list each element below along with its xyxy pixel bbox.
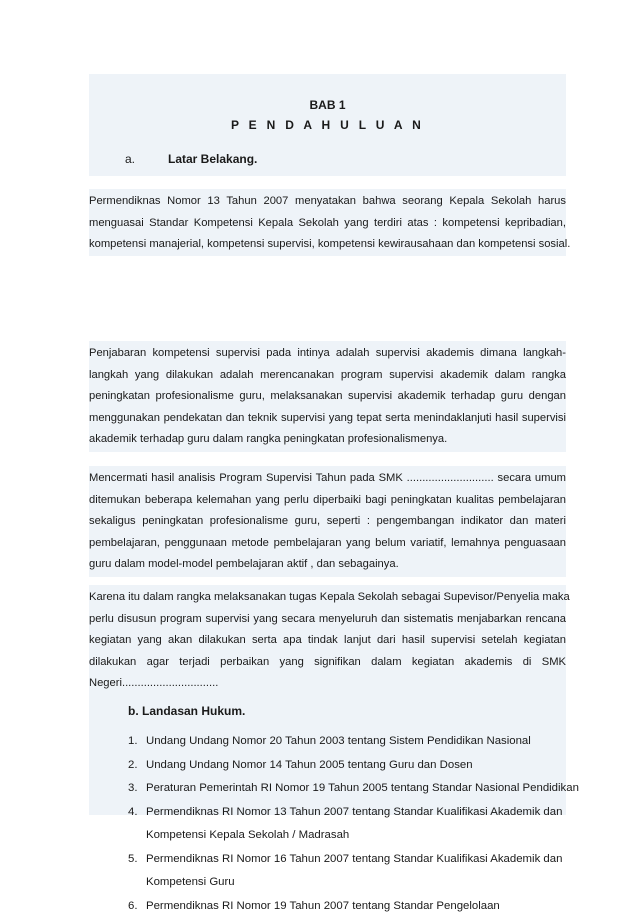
chapter-number: BAB 1 bbox=[89, 98, 566, 112]
paragraph-line: Penjabaran kompetensi supervisi pada intinya adalah supervisi akademis dimana langkah- bbox=[89, 343, 566, 365]
list-item-text: Undang Undang Nomor 20 Tahun 2003 tentang Sistem Pendidikan Nasional bbox=[146, 730, 568, 754]
paragraph-line: sekaligus peningkatan profesionalisme guru, seperti : pengembangan indikator dan materi bbox=[89, 511, 566, 533]
paragraph-line: perlu disusun program supervisi yang secara menyeluruh dan sistematis menjabarkan rencana bbox=[89, 609, 566, 631]
paragraph-line: pembelajaran, penggunaan metode pembelajaran yang belum variatif, lemahnya penguasaan bbox=[89, 533, 566, 555]
list-item-text: Permendiknas RI Nomor 16 Tahun 2007 tentang Standar Kualifikasi Akademik dan bbox=[146, 848, 568, 872]
list-item-text: Kompetensi Kepala Sekolah / Madrasah bbox=[146, 824, 568, 848]
list-number: 1. bbox=[128, 730, 146, 754]
list-number: 2. bbox=[128, 754, 146, 778]
list-item-text: Permendiknas RI Nomor 13 Tahun 2007 tentang Standar Kualifikasi Akademik dan bbox=[146, 801, 568, 825]
list-item bbox=[128, 848, 568, 895]
paragraph-line: langkah yang dilakukan adalah merencanakan program supervisi akademik dalam rangka bbox=[89, 365, 566, 387]
paragraph-2 bbox=[89, 343, 566, 451]
legal-basis-list bbox=[128, 730, 568, 918]
paragraph-4 bbox=[89, 587, 566, 695]
paragraph-line: Permendiknas Nomor 13 Tahun 2007 menyatakan bahwa seorang Kepala Sekolah harus bbox=[89, 191, 566, 213]
list-item-text: Kompetensi Guru bbox=[146, 871, 568, 895]
section-b-title: b. Landasan Hukum. bbox=[128, 704, 245, 718]
paragraph-line: Mencermati hasil analisis Program Supervisi Tahun pada SMK ............................ secara umum bbox=[89, 468, 566, 490]
section-a-title: Latar Belakang. bbox=[168, 152, 257, 166]
paragraph-line: menguasai Standar Kompetensi Kepala Sekolah yang terdiri atas : kompetensi kepribadian, bbox=[89, 213, 566, 235]
chapter-heading bbox=[89, 74, 566, 176]
list-item bbox=[128, 801, 568, 848]
list-item bbox=[128, 730, 568, 754]
list-number: 6. bbox=[128, 895, 146, 918]
paragraph-line: Karena itu dalam rangka melaksanakan tugas Kepala Sekolah sebagai Supevisor/Penyelia maka bbox=[89, 587, 566, 609]
paragraph-1 bbox=[89, 191, 566, 256]
list-item bbox=[128, 895, 568, 918]
paragraph-line: ditemukan beberapa kelemahan yang perlu diperbaiki bagi peningkatan kualitas pembelajaran bbox=[89, 490, 566, 512]
paragraph-line: Negeri............................... bbox=[89, 673, 566, 695]
list-item-text: Undang Undang Nomor 14 Tahun 2005 tentang Guru dan Dosen bbox=[146, 754, 568, 778]
section-a-letter: a. bbox=[125, 152, 168, 166]
paragraph-line: akademik terhadap guru dalam rangka peningkatan profesionalismenya. bbox=[89, 429, 566, 451]
paragraph-line: kompetensi manajerial, kompetensi supervisi, kompetensi kewirausahaan dan kompetensi sosial. bbox=[89, 234, 566, 256]
chapter-title: P E N D A H U L U A N bbox=[89, 118, 566, 132]
document-page bbox=[89, 74, 566, 176]
paragraph-line: menggunakan pendekatan dan teknik supervisi yang tepat serta menindaklanjuti hasil supervisi bbox=[89, 408, 566, 430]
paragraph-line: peningkatan profesionalisme guru, melaksanakan supervisi akademik terhadap guru dengan bbox=[89, 386, 566, 408]
section-a-heading bbox=[125, 152, 257, 166]
paragraph-line: dilakukan agar terjadi perbaikan yang signifikan dalam kegiatan akademis di SMK bbox=[89, 652, 566, 674]
list-number: 5. bbox=[128, 848, 146, 895]
list-item bbox=[128, 777, 568, 801]
paragraph-line: kegiatan yang akan dilakukan serta apa tindak lanjut dari hasil supervisi setelah kegiatan bbox=[89, 630, 566, 652]
list-number: 3. bbox=[128, 777, 146, 801]
list-item bbox=[128, 754, 568, 778]
list-item-text: Permendiknas RI Nomor 19 Tahun 2007 tentang Standar Pengelolaan bbox=[146, 895, 568, 918]
paragraph-line: guru dalam model-model pembelajaran aktif , dan sebagainya. bbox=[89, 554, 566, 576]
paragraph-3 bbox=[89, 468, 566, 576]
list-number: 4. bbox=[128, 801, 146, 848]
list-item-text: Peraturan Pemerintah RI Nomor 19 Tahun 2005 tentang Standar Nasional Pendidikan bbox=[146, 777, 579, 801]
